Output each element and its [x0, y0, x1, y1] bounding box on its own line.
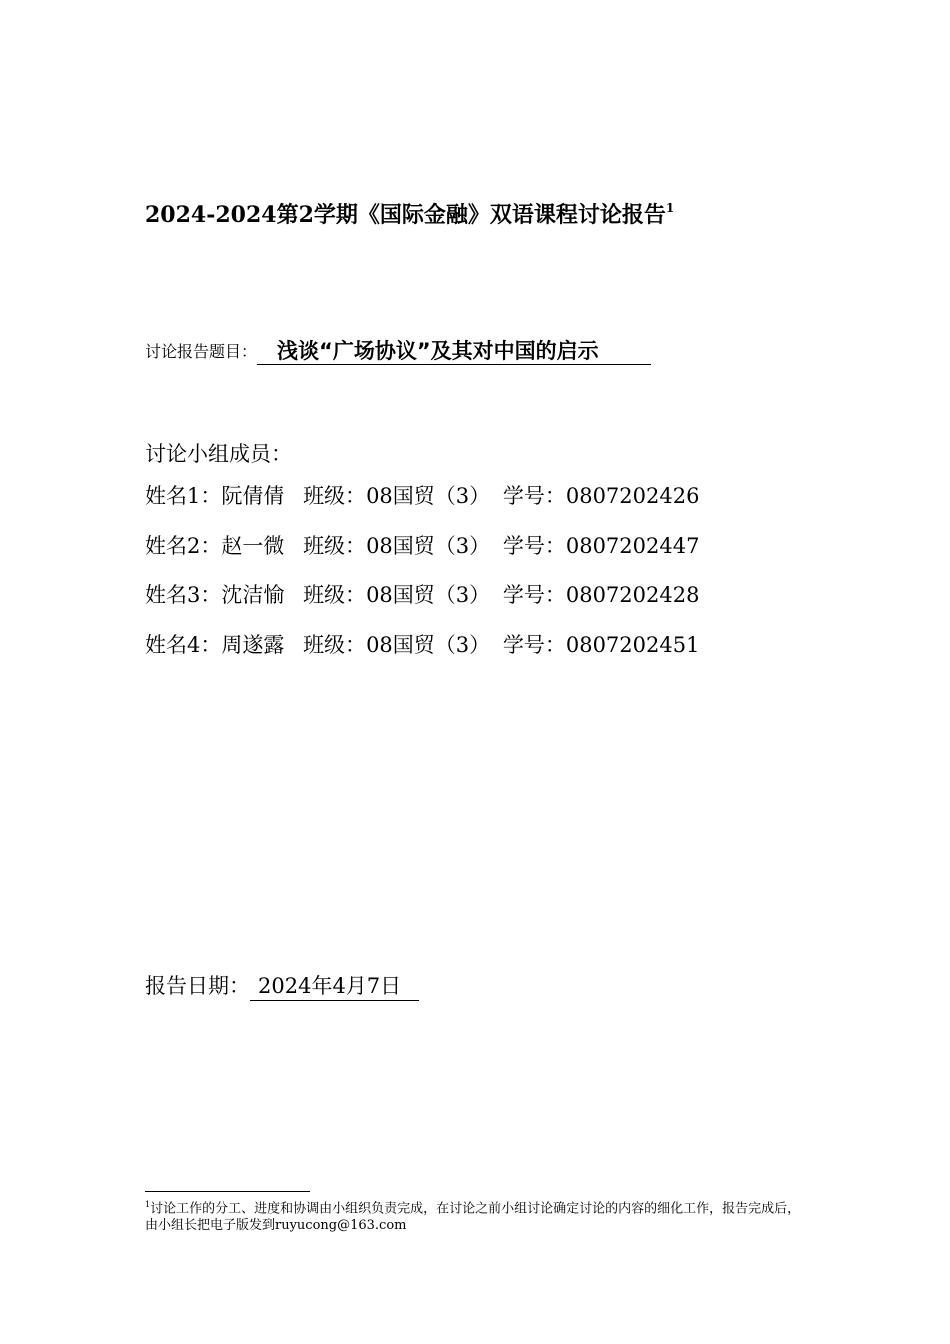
member-id-label: 学号：: [502, 484, 566, 508]
member-name: 阮倩倩: [221, 484, 285, 508]
topic-row: [145, 338, 651, 365]
members-header: 讨论小组成员：: [145, 442, 292, 466]
member-name-label: 姓名4：: [145, 632, 222, 657]
member-row: [145, 621, 699, 671]
member-class-label: 班级：: [303, 583, 367, 607]
member-name-label: 姓名3：: [145, 583, 222, 607]
member-class: 08国贸（3）: [366, 533, 491, 558]
report-date-value: 2024年4月7日: [250, 970, 419, 1001]
report-date-row: [145, 970, 419, 1001]
members-section: [145, 436, 699, 670]
footnote-marker: 1: [665, 200, 675, 215]
member-class: 08国贸（3）: [366, 632, 491, 657]
member-name: 周遂露: [221, 632, 285, 657]
member-name-label: 姓名2：: [145, 533, 222, 558]
member-row: [145, 522, 699, 572]
member-class-label: 班级：: [303, 533, 367, 558]
footnote-divider: [145, 1191, 310, 1192]
member-id: 0807202447: [565, 533, 700, 558]
member-id: 0807202426: [565, 484, 700, 508]
member-class: 08国贸（3）: [366, 484, 491, 508]
member-id: 0807202428: [565, 583, 700, 607]
member-class-label: 班级：: [303, 484, 367, 508]
member-id: 0807202451: [565, 632, 700, 657]
topic-label: 讨论报告题目：: [145, 342, 258, 361]
topic-value: 浅谈“广场协议”及其对中国的启示: [257, 338, 651, 365]
document-title: [145, 198, 674, 229]
footnote-number: 1: [145, 1200, 151, 1209]
member-row: [145, 571, 699, 621]
member-class: 08国贸（3）: [366, 583, 491, 607]
member-name-label: 姓名1：: [145, 484, 222, 508]
member-class-label: 班级：: [303, 632, 367, 657]
footnote-text: 讨论工作的分工、进度和协调由小组织负责完成，在讨论之前小组讨论确定讨论的内容的细化工作，报告完成后，由小组长把电子版发到ruyucong@163.com: [145, 1201, 801, 1234]
document-title-text: 2024-2024第2学期《国际金融》双语课程讨论报告: [145, 202, 666, 228]
member-name: 赵一微: [221, 533, 285, 558]
report-date-label: 报告日期：: [145, 974, 250, 998]
member-id-label: 学号：: [502, 632, 566, 657]
member-id-label: 学号：: [502, 533, 566, 558]
member-row: [145, 472, 699, 522]
member-name: 沈洁愉: [221, 583, 285, 607]
footnote: [145, 1196, 805, 1234]
member-id-label: 学号：: [502, 583, 566, 607]
